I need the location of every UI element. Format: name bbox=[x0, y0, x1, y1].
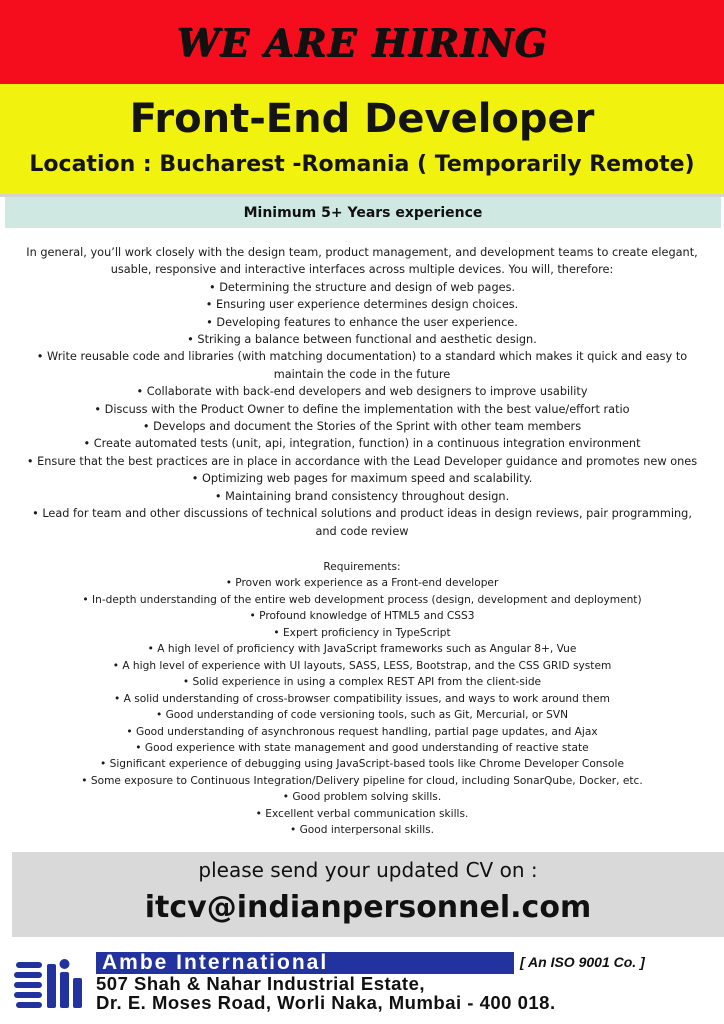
hiring-banner-text: WE ARE HIRING bbox=[176, 19, 548, 65]
requirement-item: • Significant experience of debugging using JavaScript-based tools like Chrome Developer Console bbox=[100, 758, 624, 771]
description-line: • Striking a balance between functional and aesthetic design. bbox=[187, 333, 537, 347]
description-line: maintain the code in the future bbox=[273, 367, 451, 381]
company-name-box bbox=[96, 952, 514, 974]
requirement-item: • Excellent verbal communication skills. bbox=[255, 807, 469, 820]
requirement-item: • Proven work experience as a Front-end developer bbox=[225, 577, 499, 590]
description-line: • Developing features to enhance the user experience. bbox=[206, 315, 518, 329]
requirement-item: • Good understanding of asynchronous request handling, partial page updates, and Ajax bbox=[126, 725, 598, 738]
description-line: • Discuss with the Product Owner to define the implementation with the best value/effort ratio bbox=[94, 402, 630, 416]
address-line-2: Dr. E. Moses Road, Worli Naka, Mumbai - 400 018. bbox=[96, 992, 556, 1013]
requirements-heading: Requirements: bbox=[323, 561, 401, 573]
requirements-list bbox=[6, 559, 718, 839]
title-band bbox=[0, 84, 724, 197]
requirement-item: • Good interpersonal skills. bbox=[289, 824, 435, 837]
description-line: • Optimizing web pages for maximum speed and scalability. bbox=[191, 472, 533, 486]
experience-bar bbox=[5, 197, 721, 228]
contact-band bbox=[12, 852, 724, 937]
requirement-item: • Good experience with state management and good understanding of reactive state bbox=[135, 741, 589, 754]
description-line: • Write reusable code and libraries (with matching documentation) to a standard which makes it quick and easy to bbox=[36, 350, 688, 364]
description-line: • Collaborate with back-end developers and web designers to improve usability bbox=[136, 385, 588, 399]
requirement-item: • A solid understanding of cross-browser compatibility issues, and ways to work around them bbox=[114, 692, 610, 705]
description-line: • Determining the structure and design of web pages. bbox=[208, 280, 516, 294]
description-line: • Ensure that the best practices are in place in accordance with the Lead Developer guidance and promotes new ones bbox=[26, 454, 698, 468]
requirement-item: • Solid experience in using a complex REST API from the client-side bbox=[182, 676, 542, 689]
cv-label: please send your updated CV on : bbox=[198, 858, 538, 882]
description-line: • Lead for team and other discussions of technical solutions and product ideas in design reviews, pair programming, bbox=[32, 507, 692, 521]
description-line: • Create automated tests (unit, api, integration, function) in a continuous integration environment bbox=[83, 437, 641, 451]
iso-certification: [ An ISO 9001 Co. ] bbox=[520, 954, 645, 970]
experience-text: Minimum 5+ Years experience bbox=[243, 204, 483, 221]
requirement-item: • A high level of experience with UI layouts, SASS, LESS, Bootstrap, and the CSS GRID system bbox=[112, 659, 612, 672]
job-description bbox=[6, 244, 718, 540]
requirement-item: • Good understanding of code versioning tools, such as Git, Mercurial, or SVN bbox=[155, 709, 569, 722]
description-line: • Ensuring user experience determines design choices. bbox=[205, 298, 519, 312]
ambe-logo-icon bbox=[14, 956, 88, 1010]
description-line: usable, responsive and interactive interfaces across multiple devices. You will, therefore: bbox=[110, 263, 614, 277]
requirement-item: • Profound knowledge of HTML5 and CSS3 bbox=[249, 610, 475, 623]
description-line: In general, you’ll work closely with the design team, product management, and development teams to create elegant, bbox=[26, 246, 698, 259]
hiring-banner bbox=[0, 0, 724, 84]
company-footer bbox=[0, 940, 724, 1024]
requirement-item: • Good problem solving skills. bbox=[282, 791, 442, 804]
description-line: • Develops and document the Stories of the Sprint with other team members bbox=[142, 420, 582, 434]
contact-email: itcv@indianpersonnel.com bbox=[144, 890, 592, 925]
requirement-item: • Expert proficiency in TypeScript bbox=[273, 626, 451, 639]
description-line: and code review bbox=[315, 524, 409, 538]
requirement-item: • A high level of proficiency with JavaScript frameworks such as Angular 8+, Vue bbox=[147, 643, 577, 656]
requirement-item: • In-depth understanding of the entire web development process (design, development and deployment) bbox=[82, 593, 642, 606]
job-location: Location : Bucharest -Romania ( Temporarily Remote) bbox=[29, 152, 695, 177]
requirement-item: • Some exposure to Continuous Integration/Delivery pipeline for cloud, including SonarQube, Docker, etc. bbox=[81, 774, 643, 787]
address-line-1: 507 Shah & Nahar Industrial Estate, bbox=[96, 973, 426, 994]
job-title: Front-End Developer bbox=[129, 96, 595, 142]
description-line: • Maintaining brand consistency throughout design. bbox=[214, 489, 510, 503]
company-name: Ambe International bbox=[102, 951, 329, 974]
